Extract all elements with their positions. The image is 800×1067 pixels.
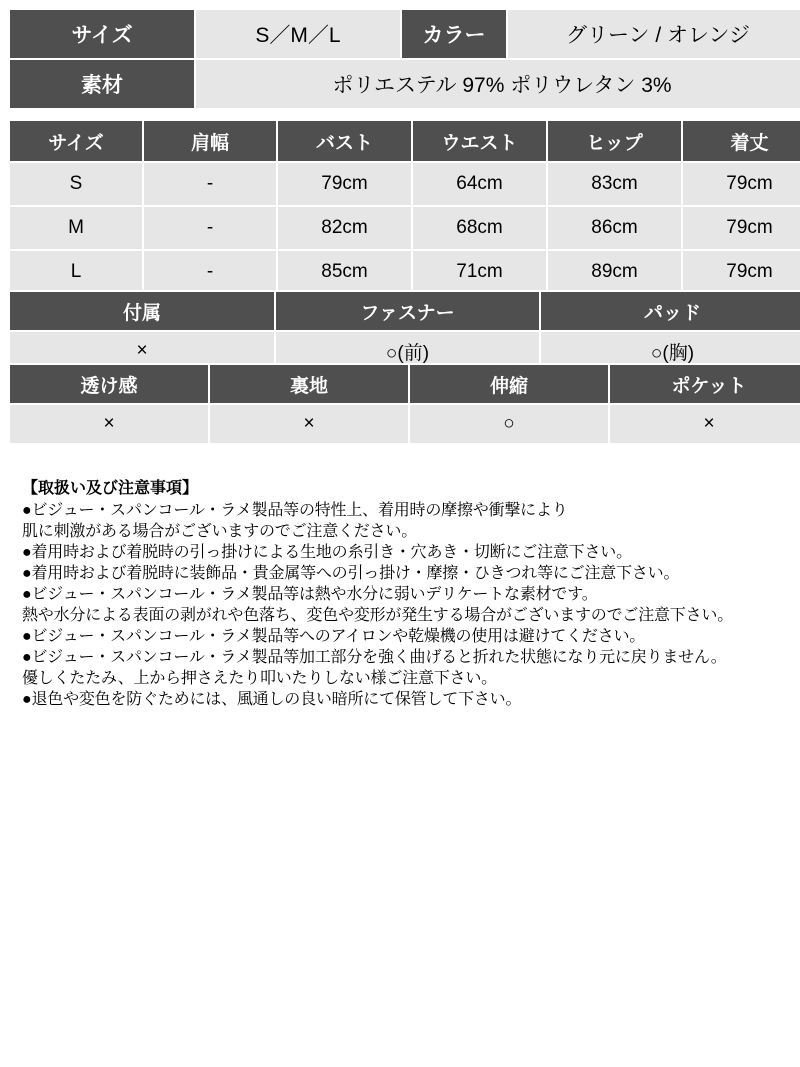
col-header-size: サイズ <box>9 120 143 162</box>
col-header-shoulder: 肩幅 <box>143 120 277 162</box>
cell-waist: 71cm <box>412 250 547 294</box>
cell-stretch: ○ <box>409 404 609 444</box>
cell-bust: 79cm <box>277 162 412 206</box>
cell-bust: 82cm <box>277 206 412 250</box>
cell-size: M <box>9 206 143 250</box>
table-header-row <box>9 364 800 404</box>
col-header-sheerness: 透け感 <box>9 364 209 404</box>
col-header-waist: ウエスト <box>412 120 547 162</box>
cell-bust: 85cm <box>277 250 412 294</box>
table-row <box>9 250 800 294</box>
col-header-hip: ヒップ <box>547 120 682 162</box>
material-value-cell: ポリエステル 97% ポリウレタン 3% <box>195 59 800 109</box>
care-note-line: 肌に刺激がある場合がございますのでご注意ください。 <box>22 523 418 540</box>
cell-waist: 68cm <box>412 206 547 250</box>
care-note-line: ●着用時および着脱時に装飾品・貴金属等への引っ掛け・摩擦・ひきつれ等にご注意下さい。 <box>22 565 680 582</box>
table-row <box>9 206 800 250</box>
cell-size: S <box>9 162 143 206</box>
cell-shoulder: - <box>143 162 277 206</box>
cell-shoulder: - <box>143 206 277 250</box>
basic-spec-table <box>8 8 800 110</box>
col-header-stretch: 伸縮 <box>409 364 609 404</box>
table-header-row <box>9 291 800 331</box>
table-header-row <box>9 120 800 162</box>
features-table <box>8 363 800 445</box>
color-label-cell: カラー <box>401 9 507 59</box>
attachments-table <box>8 290 800 372</box>
table-row <box>9 59 800 109</box>
care-note-line: ●退色や変色を防ぐためには、風通しの良い暗所にて保管して下さい。 <box>22 691 522 708</box>
col-header-zipper: ファスナー <box>275 291 540 331</box>
size-value-cell: S／M／L <box>195 9 401 59</box>
col-header-pocket: ポケット <box>609 364 800 404</box>
cell-waist: 64cm <box>412 162 547 206</box>
care-note-line: ●ビジュー・スパンコール・ラメ製品等は熱や水分に弱いデリケートな素材です。 <box>22 586 598 603</box>
cell-length: 79cm <box>682 206 800 250</box>
table-row <box>9 9 800 59</box>
cell-hip: 89cm <box>547 250 682 294</box>
col-header-bust: バスト <box>277 120 412 162</box>
care-notes-title: 【取扱い及び注意事項】 <box>22 480 199 497</box>
material-label-cell: 素材 <box>9 59 195 109</box>
cell-attachment: × <box>9 331 275 371</box>
cell-length: 79cm <box>682 250 800 294</box>
col-header-pad: パッド <box>540 291 800 331</box>
table-row <box>9 404 800 444</box>
col-header-length: 着丈 <box>682 120 800 162</box>
table-row <box>9 162 800 206</box>
col-header-attachment: 付属 <box>9 291 275 331</box>
cell-zipper: ○(前) <box>275 331 540 371</box>
care-notes <box>22 478 782 710</box>
size-chart-table <box>8 119 800 295</box>
cell-pad: ○(胸) <box>540 331 800 371</box>
cell-hip: 83cm <box>547 162 682 206</box>
cell-shoulder: - <box>143 250 277 294</box>
care-note-line: ●ビジュー・スパンコール・ラメ製品等の特性上、着用時の摩擦や衝撃により <box>22 502 568 519</box>
cell-lining: × <box>209 404 409 444</box>
color-value-cell: グリーン / オレンジ <box>507 9 800 59</box>
cell-sheerness: × <box>9 404 209 444</box>
care-note-line: ●ビジュー・スパンコール・ラメ製品等へのアイロンや乾燥機の使用は避けてください。 <box>22 628 646 645</box>
cell-pocket: × <box>609 404 800 444</box>
care-note-line: 熱や水分による表面の剥がれや色落ち、変色や変形が発生する場合がございますのでご注意下さい。 <box>22 607 734 624</box>
cell-size: L <box>9 250 143 294</box>
care-note-line: 優しくたたみ、上から押さえたり叩いたりしない様ご注意下さい。 <box>22 670 497 687</box>
col-header-lining: 裏地 <box>209 364 409 404</box>
care-note-line: ●ビジュー・スパンコール・ラメ製品等加工部分を強く曲げると折れた状態になり元に戻りません。 <box>22 649 727 666</box>
care-note-line: ●着用時および着脱時の引っ掛けによる生地の糸引き・穴あき・切断にご注意下さい。 <box>22 544 632 561</box>
cell-hip: 86cm <box>547 206 682 250</box>
size-label-cell: サイズ <box>9 9 195 59</box>
cell-length: 79cm <box>682 162 800 206</box>
